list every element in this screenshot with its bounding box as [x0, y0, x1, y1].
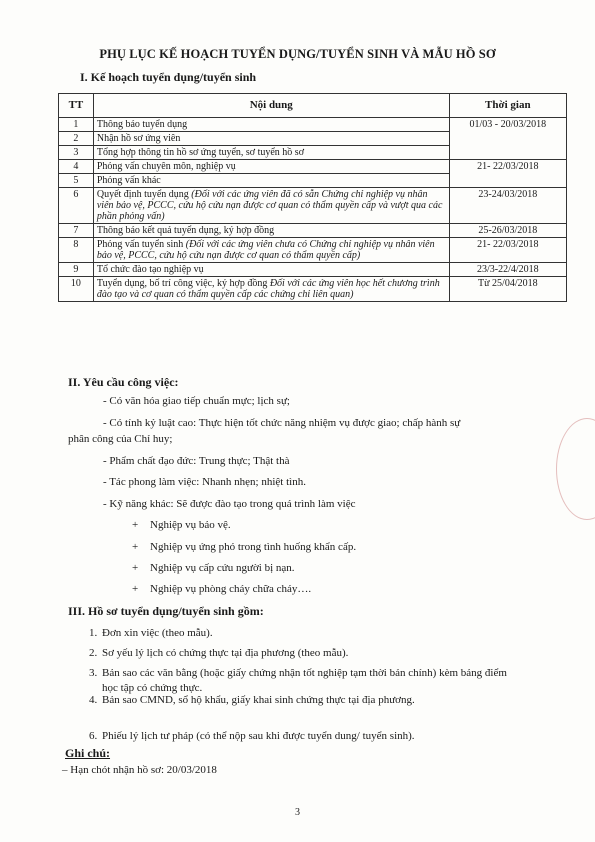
row-tt: 10: [59, 277, 94, 302]
row-tt: 8: [59, 238, 94, 263]
page-title: PHỤ LỤC KẾ HOẠCH TUYỂN DỤNG/TUYỂN SINH VÀ MẪU HỒ SƠ: [99, 47, 496, 61]
document-item: [89, 729, 522, 744]
row-tt: 2: [59, 132, 94, 146]
header-content: Nội dung: [93, 94, 449, 118]
row-content-text: Phỏng vấn chuyên môn, nghiệp vụ: [96, 161, 236, 172]
row-content: [93, 146, 449, 160]
row-content-text: Phỏng vấn tuyển sinh: [96, 239, 186, 250]
document-number: 2.: [89, 647, 98, 659]
row-content: [93, 238, 449, 263]
document-text: Đơn xin việc (theo mẫu).: [102, 627, 213, 639]
row-content: [93, 188, 449, 224]
header-time: Thời gian: [449, 94, 566, 118]
skill-item: [132, 518, 231, 533]
section-1-heading: I. Kế hoạch tuyển dụng/tuyển sinh: [80, 70, 257, 84]
stamp-icon: [556, 418, 595, 520]
row-tt: 7: [59, 224, 94, 238]
row-content-text: Tổ chức đào tạo nghiệp vụ: [96, 264, 204, 275]
row-tt: 1: [59, 118, 94, 132]
table-row: [59, 238, 567, 263]
row-content: [93, 160, 449, 174]
skill-item: [132, 540, 356, 555]
document-item: [89, 646, 522, 661]
skill-text: Nghiệp vụ cấp cứu người bị nạn.: [150, 562, 295, 574]
requirement-line: - Có tính kỷ luật cao: Thực hiện tốt chức năng nhiệm vụ được giao; chấp hành sự: [103, 417, 461, 429]
row-tt: 5: [59, 174, 94, 188]
row-time: 23-24/03/2018: [449, 188, 566, 224]
table-row: [59, 277, 567, 302]
row-content: [93, 263, 449, 277]
document-text: Bản sao CMND, sổ hộ khẩu, giấy khai sinh chứng thực tại địa phương.: [102, 694, 415, 706]
plus-icon: +: [132, 519, 139, 531]
document-item: [89, 693, 522, 708]
requirement-line: - Kỹ năng khác: Sẽ được đào tạo trong quá trình làm việc: [103, 498, 356, 510]
table-row: [59, 160, 567, 174]
document-text: Bản sao các văn bằng (hoặc giấy chứng nhận tốt nghiệp tạm thời bản chính) kèm bảng điểm học tập có chứng thực.: [102, 667, 507, 694]
row-content: [93, 132, 449, 146]
document-number: 3.: [89, 667, 98, 679]
row-content-text: Nhận hồ sơ ứng viên: [96, 133, 181, 144]
note-label: Ghi chú:: [65, 746, 111, 760]
row-content-text: Thông báo tuyển dụng: [96, 119, 188, 130]
requirement-line: - Tác phong làm việc: Nhanh nhẹn; nhiệt tình.: [103, 476, 306, 488]
skill-item: [132, 582, 311, 597]
document-number: 6.: [89, 730, 98, 742]
document-text: Phiếu lý lịch tư pháp (có thể nộp sau khi được tuyển dung/ tuyển sinh).: [102, 730, 415, 742]
requirement-line: - Phẩm chất đạo đức: Trung thực; Thật thà: [103, 455, 290, 467]
row-content-text: Thông báo kết quả tuyển dụng, ký hợp đồng: [96, 225, 275, 236]
header-tt: TT: [59, 94, 94, 118]
row-time: Từ 25/04/2018: [449, 277, 566, 302]
row-tt: 4: [59, 160, 94, 174]
row-time: 21- 22/03/2018: [449, 238, 566, 263]
plus-icon: +: [132, 562, 139, 574]
row-time: 25-26/03/2018: [449, 224, 566, 238]
skill-text: Nghiệp vụ bảo vệ.: [150, 519, 231, 531]
row-time: 01/03 - 20/03/2018: [449, 118, 566, 160]
row-content-text: Tổng hợp thông tin hồ sơ ứng tuyển, sơ tuyển hồ sơ: [96, 147, 304, 158]
plus-icon: +: [132, 541, 139, 553]
document-item: [89, 626, 522, 641]
section-3-heading: III. Hồ sơ tuyển dụng/tuyển sinh gồm:: [68, 604, 264, 618]
skill-item: [132, 561, 295, 576]
row-tt: 3: [59, 146, 94, 160]
row-time: 21- 22/03/2018: [449, 160, 566, 188]
row-tt: 9: [59, 263, 94, 277]
row-content-note: (Đối với các ứng viên chưa có Chứng chỉ nghiệp vụ nhân viên bảo vệ, PCCC, cứu hộ cứu nạn được cơ quan có thẩm quyền cấp): [96, 239, 435, 261]
requirement-line: - Có văn hóa giao tiếp chuẩn mực; lịch sự;: [103, 395, 290, 407]
table-header-row: [59, 94, 567, 118]
table-row: [59, 188, 567, 224]
recruitment-plan-table: [58, 93, 567, 302]
document-number: 1.: [89, 627, 98, 639]
document-text: Sơ yếu lý lịch có chứng thực tại địa phương (theo mẫu).: [102, 647, 349, 659]
skill-text: Nghiệp vụ ứng phó trong tình huống khẩn cấp.: [150, 541, 357, 553]
section-2-heading: II. Yêu cầu công việc:: [68, 375, 179, 389]
deadline-text: – Hạn chót nhận hồ sơ: 20/03/2018: [62, 764, 217, 776]
document-item: [89, 666, 522, 696]
row-time: 23/3-22/4/2018: [449, 263, 566, 277]
table-row: [59, 118, 567, 132]
row-content-note: (Đối với các ứng viên đã có sẵn Chứng chỉ nghiệp vụ nhân viên bảo vệ, PCCC, cứu hộ cứu nạn được cơ quan có thẩm quyền cấp và vượt qua các phần phỏng vấn): [96, 189, 443, 222]
row-content: [93, 118, 449, 132]
row-content: [93, 224, 449, 238]
row-content-text: Quyết định tuyển dụng: [96, 189, 192, 200]
plus-icon: +: [132, 583, 139, 595]
row-content-text: Phỏng vấn khác: [96, 175, 161, 186]
requirement-line: phân công của Chỉ huy;: [68, 433, 173, 445]
row-content-text: Tuyển dụng, bố trí công việc, ký hợp đồng: [96, 278, 270, 289]
document-number: 4.: [89, 694, 98, 706]
row-content: [93, 174, 449, 188]
table-row: [59, 263, 567, 277]
page-number: 3: [295, 807, 300, 818]
row-tt: 6: [59, 188, 94, 224]
row-content-note: Đối với các ứng viên học hết chương trình đào tạo và cơ quan có thẩm quyền cấp các chứng chỉ liên quan): [96, 278, 440, 300]
table-row: [59, 224, 567, 238]
skill-text: Nghiệp vụ phòng cháy chữa cháy….: [150, 583, 312, 595]
row-content: [93, 277, 449, 302]
